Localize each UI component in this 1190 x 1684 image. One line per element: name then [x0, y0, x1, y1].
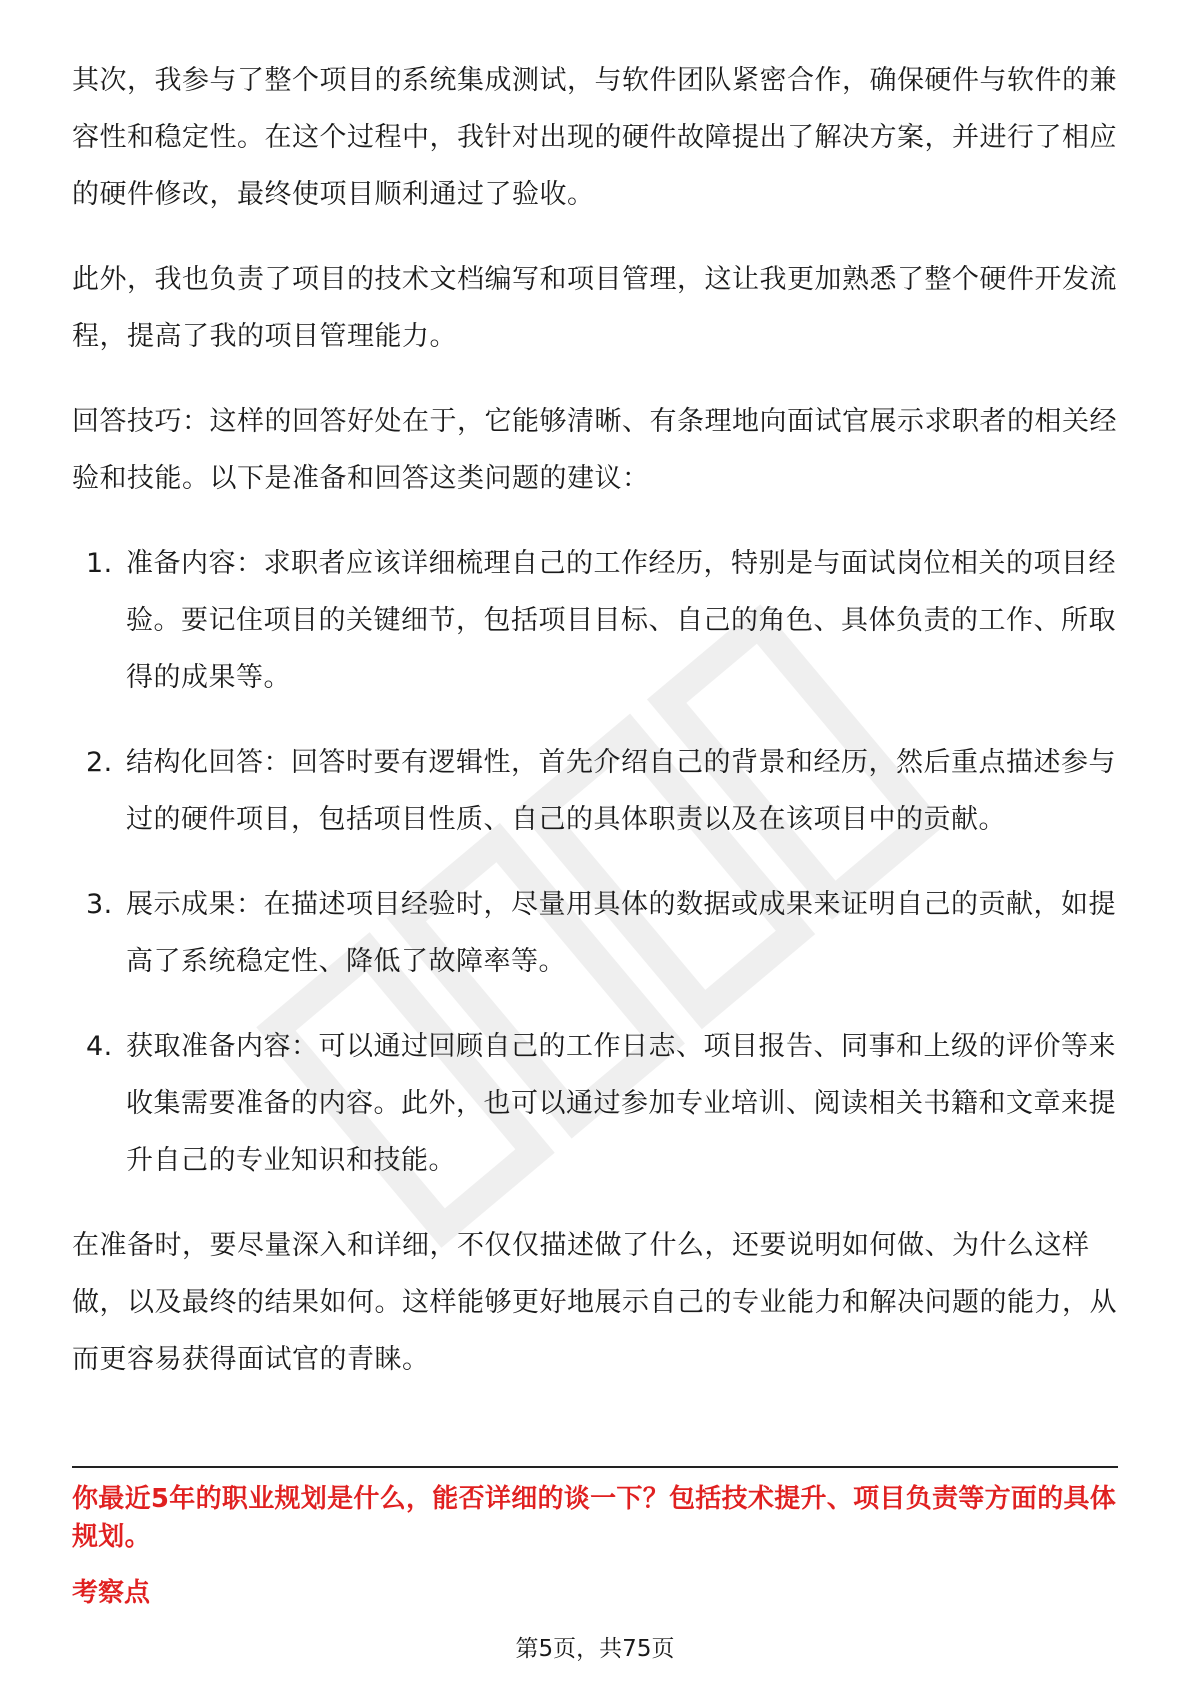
list-item: [72, 876, 1118, 990]
list-number: 2.: [86, 747, 113, 778]
list-text: 获取准备内容：可以通过回顾自己的工作日志、项目报告、同事和上级的评价等来收集需要准备的内容。此外，也可以通过参加专业培训、阅读相关书籍和文章来提升自己的专业知识和技能。: [126, 1031, 1116, 1176]
interview-question: 你最近5年的职业规划是什么，能否详细的谈一下？包括技术提升、项目负责等方面的具体规划。: [72, 1484, 1117, 1552]
list-text: 展示成果：在描述项目经验时，尽量用具体的数据或成果来证明自己的贡献，如提高了系统稳定性、降低了故障率等。: [126, 889, 1116, 977]
section-label-focus: 考察点: [72, 1578, 151, 1608]
list-number: 3.: [86, 889, 113, 920]
list-item: [72, 734, 1118, 848]
page-footer: 第5页，共75页: [515, 1636, 675, 1662]
paragraph-preparation-advice: 在准备时，要尽量深入和详细，不仅仅描述做了什么，还要说明如何做、为什么这样做，以及最终的结果如何。这样能够更好地展示自己的专业能力和解决问题的能力，从而更容易获得面试官的青睐。: [72, 1230, 1117, 1375]
paragraph-integration-testing: 其次，我参与了整个项目的系统集成测试，与软件团队紧密合作，确保硬件与软件的兼容性和稳定性。在这个过程中，我针对出现的硬件故障提出了解决方案，并进行了相应的硬件修改，最终使项目顺利通过了验收。: [72, 65, 1117, 210]
document-body: [72, 52, 1118, 1416]
list-item: [72, 535, 1118, 706]
paragraph-documentation: 此外，我也负责了项目的技术文档编写和项目管理，这让我更加熟悉了整个硬件开发流程，提高了我的项目管理能力。: [72, 264, 1117, 352]
section-divider: [72, 1466, 1118, 1468]
tips-list: [72, 535, 1118, 1189]
list-number: 1.: [86, 548, 113, 579]
paragraph-answer-tips: 回答技巧：这样的回答好处在于，它能够清晰、有条理地向面试官展示求职者的相关经验和技能。以下是准备和回答这类问题的建议：: [72, 406, 1117, 494]
list-text: 准备内容：求职者应该详细梳理自己的工作经历，特别是与面试岗位相关的项目经验。要记住项目的关键细节，包括项目目标、自己的角色、具体负责的工作、所取得的成果等。: [126, 548, 1116, 693]
list-item: [72, 1018, 1118, 1189]
list-text: 结构化回答：回答时要有逻辑性，首先介绍自己的背景和经历，然后重点描述参与过的硬件项目，包括项目性质、自己的具体职责以及在该项目中的贡献。: [126, 747, 1116, 835]
list-number: 4.: [86, 1031, 113, 1062]
